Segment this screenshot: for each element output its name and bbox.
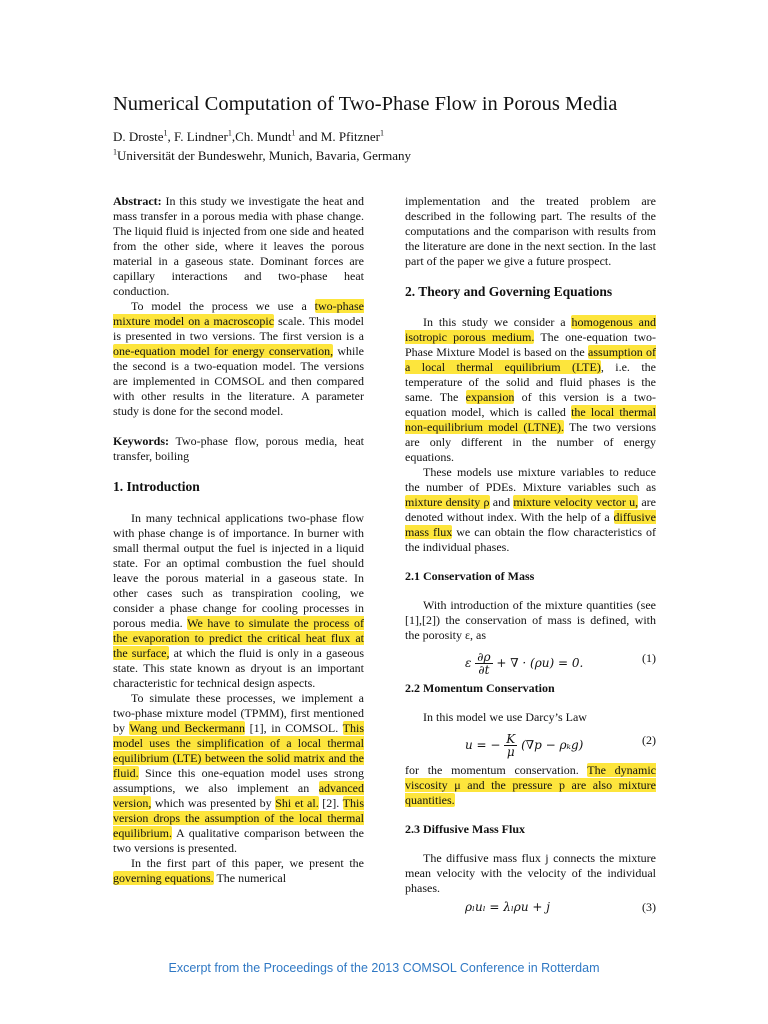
highlighted-text: This version drops the assumption of the local thermal equilibrium. <box>113 796 365 840</box>
intro-paragraph-1 <box>113 511 364 691</box>
text-run: In many technical applications two-phase flow with phase change is of importance. In burner with small thermal output the fuel is injected in a liquid state. For an optimal combustion the fuel should leave the porous material in a gaseous state. In other cases such as transpiration cooling, we consider a phase change for cooling processes in porous media. <box>113 511 364 630</box>
highlighted-text: governing equations. <box>113 871 214 885</box>
author-name: , F. Lindner <box>167 129 228 144</box>
author-list <box>113 128 384 145</box>
highlighted-text: We have to simulate the process of the evaporation to predict the critical heat flux at the surface, <box>113 616 364 660</box>
diffusive-paragraph: The diffusive mass flux j connects the mixture mean velocity with the velocity of the individual phases. <box>405 851 656 895</box>
momentum-paragraph: In this model we use Darcy’s Law <box>423 710 587 724</box>
section-heading-diffusive: 2.3 Diffusive Mass Flux <box>405 822 525 836</box>
text-run: [1], in COMSOL. <box>245 721 343 735</box>
highlighted-text: the local thermal non-equilibrium model (LTNE). <box>405 405 656 434</box>
affiliation <box>113 147 411 164</box>
text-run: of this version is a two-equation model, which is called <box>405 390 656 419</box>
author-affil-mark: 1 <box>379 128 384 138</box>
section-heading-momentum: 2.2 Momentum Conservation <box>405 681 555 695</box>
theory-paragraph-1 <box>405 315 656 465</box>
paper-title: Numerical Computation of Two-Phase Flow in Porous Media <box>113 93 618 115</box>
eq-term: ε <box>465 656 472 670</box>
eq-term: (∇p − ρₖg) <box>517 738 584 752</box>
text-run: The two versions are only different in the number of energy equations. <box>405 420 657 464</box>
text-run: To model the process we use a <box>131 299 315 313</box>
affiliation-text: Universität der Bundeswehr, Munich, Bavaria, Germany <box>117 148 412 163</box>
author-name: and M. Pfitzner <box>295 129 380 144</box>
highlighted-text: mixture density ρ <box>405 495 490 509</box>
highlighted-text: advanced version, <box>113 781 364 810</box>
eq-numerator: K <box>506 732 516 746</box>
theory-paragraph-2 <box>405 465 656 555</box>
intro-paragraph-3-start <box>113 856 364 886</box>
equation-2 <box>405 727 656 757</box>
highlighted-text: one-equation model for energy conservation, <box>113 344 334 358</box>
highlighted-text: expansion <box>465 390 515 404</box>
equation-2-body <box>465 733 583 758</box>
abstract-paragraph <box>113 194 364 299</box>
mass-paragraph: With introduction of the mixture quantities (see [1],[2]) the conservation of mass is defined, with the porosity ε, as <box>405 598 656 642</box>
author-affil-mark: 1 <box>163 128 168 138</box>
text-run: In the first part of this paper, we present the <box>131 856 364 870</box>
highlighted-text: Wang und Beckermann <box>129 721 246 735</box>
equation-number: (2) <box>642 733 656 747</box>
highlighted-text: mixture velocity vector u, <box>513 495 639 509</box>
equation-1 <box>405 645 656 675</box>
keywords-paragraph <box>113 434 364 464</box>
abstract-label: Abstract: <box>113 194 162 208</box>
intro-paragraph-2 <box>113 691 364 856</box>
highlighted-text: diffusive mass flux <box>405 510 656 539</box>
eq-numerator: ∂ρ <box>477 650 491 664</box>
text-run: are denoted without index. With the help of a <box>405 495 656 524</box>
section-heading-mass: 2.1 Conservation of Mass <box>405 569 535 583</box>
left-column <box>113 194 364 886</box>
text-run: for the momentum conservation. <box>405 763 588 777</box>
eq-fraction <box>504 733 517 758</box>
text-run: while the second is a two-equation model. The versions are implemented in COMSOL and then compared with other results in the literature. A parameter study is done for the second model. <box>113 344 364 418</box>
highlighted-text: The dynamic viscosity μ and the pressure p are also mixture quantities. <box>405 763 656 807</box>
section-heading-introduction: 1. Introduction <box>113 479 200 494</box>
text-run: [2]. <box>318 796 343 810</box>
author-affil-mark: 1 <box>291 128 296 138</box>
right-column <box>405 194 656 924</box>
author-name: D. Droste <box>113 129 164 144</box>
text-run: scale. This model is presented in two versions. The first version is a <box>113 314 364 343</box>
author-name: ,Ch. Mundt <box>231 129 292 144</box>
equation-3 <box>405 898 656 918</box>
eq-denominator: μ <box>506 745 515 759</box>
text-run: The one-equation two-Phase Mixture Model is based on the <box>405 330 656 359</box>
text-run: In this study we consider a <box>423 315 572 329</box>
author-affil-mark: 1 <box>227 128 232 138</box>
momentum-paragraph-2 <box>405 763 656 808</box>
text-run: The numerical <box>213 871 287 885</box>
text-run: and <box>489 495 514 509</box>
keywords-text: Two-phase flow, porous media, heat transfer, boiling <box>113 434 364 463</box>
text-run: Since this one-equation model uses strong assumptions, we also implement an <box>113 766 364 795</box>
highlighted-text: assumption of a local thermal equilibrium (LTE) <box>405 345 656 374</box>
text-run: These models use mixture variables to reduce the number of PDEs. Mixture variables such as <box>405 465 656 494</box>
highlighted-text: Shi et al. <box>275 796 319 810</box>
abstract-paragraph-2 <box>113 299 364 419</box>
equation-number: (1) <box>642 651 656 665</box>
text-run: , i.e. the temperature of the solid and fluid phases is the same. The <box>405 360 656 404</box>
intro-paragraph-3-continued: implementation and the treated problem are described in the following part. The results of the computations and the comparison with results from the literature are done in the next section. In the last part of the paper we give a future prospect. <box>405 194 656 268</box>
keywords-label: Keywords: <box>113 434 169 448</box>
text-run: we can obtain the flow characteristics of the individual phases. <box>405 525 656 554</box>
section-heading-theory: 2. Theory and Governing Equations <box>405 284 613 299</box>
affiliation-mark: 1 <box>113 147 117 157</box>
eq-fraction <box>475 651 492 676</box>
abstract-text: In this study we investigate the heat and mass transfer in a porous media with phase change. The liquid fluid is injected from one side and heated from the other side, where it leaves the porous material in a gaseous state. Dominant forces are capillary interactions and two-phase heat conduction. <box>113 194 364 298</box>
highlighted-text: homogenous and isotropic porous medium. <box>405 315 657 344</box>
proceedings-footer: Excerpt from the Proceedings of the 2013 COMSOL Conference in Rotterdam <box>168 961 600 975</box>
highlighted-text: two-phase mixture model on a macroscopic <box>113 299 364 328</box>
equation-3-body: ρₗuₗ = λₗρu + j <box>465 900 550 914</box>
eq-denominator: ∂t <box>478 663 490 677</box>
eq-term: + ∇ · (ρu) = 0. <box>492 656 584 670</box>
text-run: at which the fluid is only in a gaseous state. This state known as dryout is an important characteristic for technical design aspects. <box>113 646 364 690</box>
text-run: To simulate these processes, we implement a two-phase mixture model (TPMM), first mentioned by <box>113 691 364 735</box>
highlighted-text: This model uses the simplification of a local thermal equilibrium (LTE) between the solid matrix and the fluid. <box>113 721 364 780</box>
equation-1-body <box>465 651 583 676</box>
eq-term: u = − <box>465 738 501 752</box>
equation-number: (3) <box>642 900 656 914</box>
text-run: which was presented by <box>151 796 276 810</box>
text-run: A qualitative comparison between the two versions is presented. <box>113 826 364 855</box>
